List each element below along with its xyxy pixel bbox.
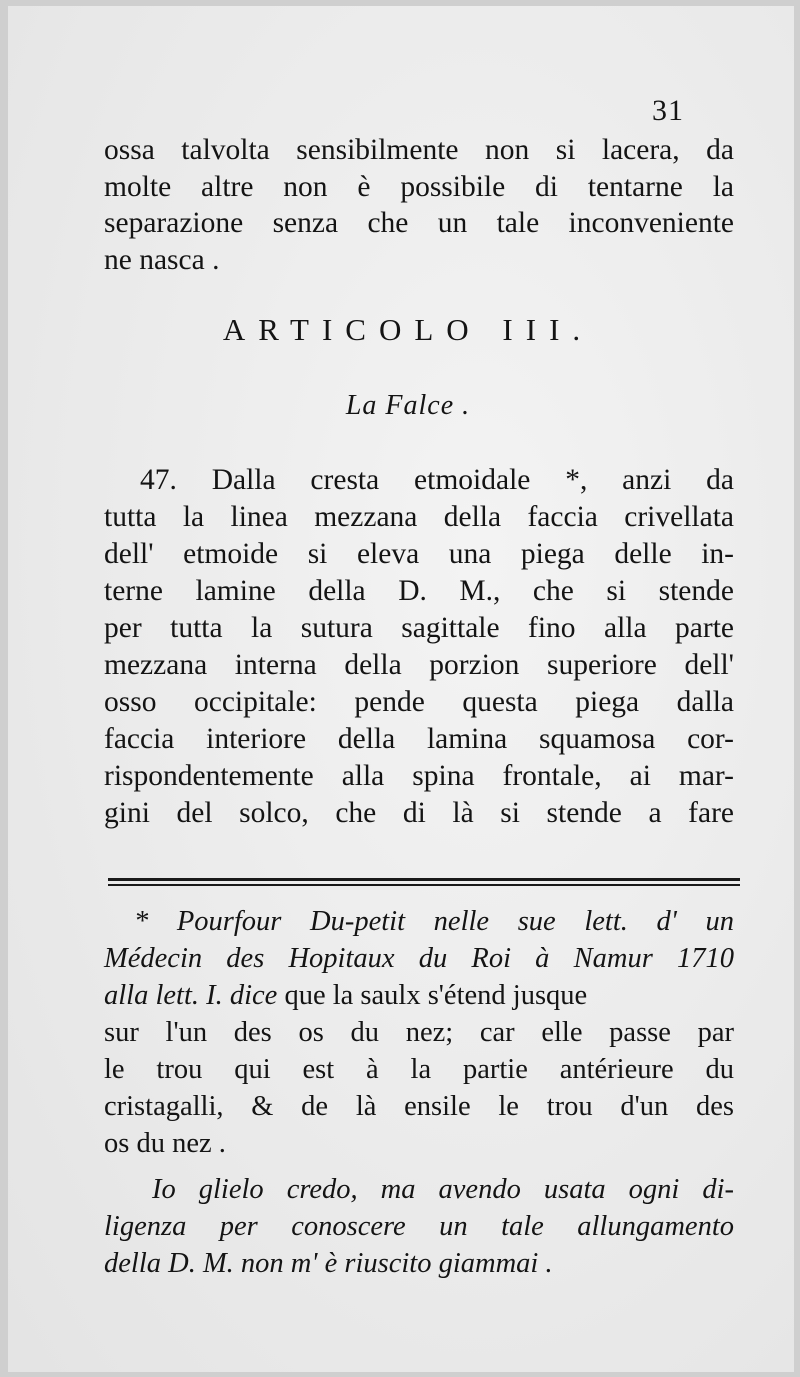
text-line: per tutta la sutura sagittale fino alla parte: [104, 612, 734, 644]
text-line: mezzana interna della porzion superiore dell': [104, 649, 734, 681]
text-line: ne nasca .: [104, 244, 220, 276]
text-line: 47. Dalla cresta etmoidale *, anzi da: [140, 464, 734, 496]
text-line: ossa talvolta sensibilmente non si lacera, da: [104, 134, 734, 166]
footnote-rule: [108, 884, 740, 886]
book-page: [8, 6, 794, 1372]
footnote-line: * Pourfour Du-petit nelle sue lett. d' un: [134, 906, 734, 937]
footnote-citation: alla lett. I. dice: [104, 980, 278, 1011]
text-line: separazione senza che un tale inconveniente: [104, 207, 734, 239]
text-line: osso occipitale: pende questa piega dalla: [104, 686, 734, 718]
footnote-quote: que la saulx s'étend jusque: [277, 980, 588, 1011]
text-line: rispondentemente alla spina frontale, ai mar-: [104, 760, 734, 792]
text-line: gini del solco, che di là si stende a fare: [104, 797, 734, 829]
text-line: dell' etmoide si eleva una piega delle in-: [104, 538, 734, 570]
text-line: molte altre non è possibile di tentarne la: [104, 171, 734, 203]
footnote-line: le trou qui est à la partie antérieure du: [104, 1054, 734, 1085]
footnote-line: [104, 978, 734, 1014]
page-number: 31: [652, 94, 684, 127]
text-line: tutta la linea mezzana della faccia crivellata: [104, 501, 734, 533]
footnote-line: sur l'un des os du nez; car elle passe par: [104, 1017, 734, 1048]
footnote-line: os du nez .: [104, 1128, 226, 1159]
footnote-comment-line: Io glielo credo, ma avendo usata ogni di-: [152, 1174, 734, 1205]
footnote-line: cristagalli, & de là ensile le trou d'un des: [104, 1091, 734, 1122]
text-line: terne lamine della D. M., che si stende: [104, 575, 734, 607]
footnote-comment-line: della D. M. non m' è riuscito giammai .: [104, 1248, 553, 1279]
section-subtitle: La Falce .: [345, 390, 471, 421]
footnote-rule: [108, 878, 740, 881]
text-line: faccia interiore della lamina squamosa cor-: [104, 723, 734, 755]
footnote-line: Médecin des Hopitaux du Roi à Namur 1710: [104, 943, 734, 974]
article-heading: ARTICOLO III.: [222, 312, 594, 347]
footnote-comment-line: ligenza per conoscere un tale allungamento: [104, 1211, 734, 1242]
